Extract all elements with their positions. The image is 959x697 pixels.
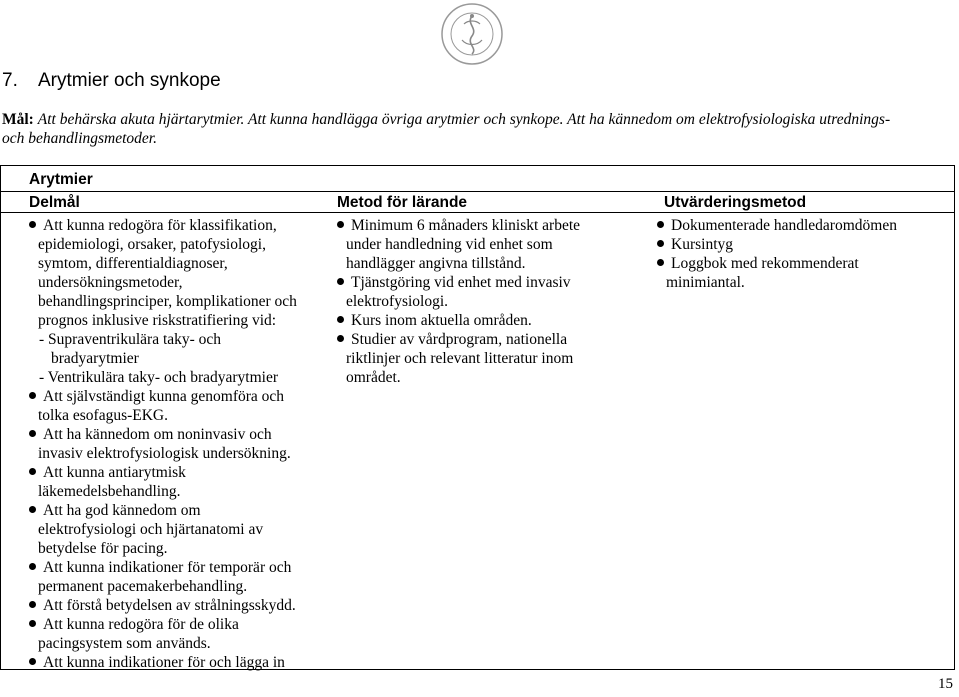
page-number: 15 — [938, 676, 953, 692]
method-line — [337, 273, 657, 292]
method-line-text: riktlinjer och relevant litteratur inom — [346, 350, 574, 367]
evaluation-line-text: Dokumenterade handledaromdömen — [671, 217, 897, 234]
evaluation-line-text: Kursintyg — [671, 236, 733, 253]
bullet-icon — [29, 430, 36, 437]
evaluation-line — [657, 273, 952, 292]
table-divider — [1, 191, 954, 192]
method-line-text: området. — [346, 369, 401, 386]
goal-line — [29, 425, 329, 444]
goal-line — [29, 387, 329, 406]
goal-line-text: betydelse för pacing. — [38, 540, 168, 557]
header-evaluation: Utvärderingsmetod — [664, 194, 807, 211]
method-line — [337, 292, 657, 311]
section-heading — [2, 70, 221, 92]
header-method: Metod för lärande — [337, 194, 468, 211]
curriculum-table — [0, 165, 955, 670]
bullet-icon — [337, 221, 344, 228]
goal-line-text: pacingsystem som används. — [38, 635, 211, 652]
goal-line-text: - Ventrikulära taky- och bradyarytmier — [39, 369, 279, 386]
goal-line — [29, 349, 329, 368]
goal-line — [29, 653, 329, 672]
goal-line — [29, 615, 329, 634]
method-line — [337, 349, 657, 368]
bullet-icon — [29, 620, 36, 627]
goal-line-text: Att kunna antiarytmisk — [43, 464, 186, 481]
section-title: Arytmier och synkope — [38, 70, 221, 91]
goal-text: Att behärska akuta hjärtarytmier. Att kunna handlägga övriga arytmier och synkope. Att ha kännedom om elektrofysiologiska utrednings- och behandlingsmetoder. — [2, 111, 891, 147]
goal-line-text: tolka esofagus-EKG. — [38, 407, 168, 424]
society-seal-logo — [440, 2, 504, 66]
bullet-icon — [657, 240, 664, 247]
goal-line — [29, 558, 329, 577]
bullet-icon — [29, 221, 36, 228]
bullet-icon — [337, 278, 344, 285]
bullet-icon — [29, 601, 36, 608]
goal-line-text: Att ha god kännedom om — [43, 502, 201, 519]
method-line-text: elektrofysiologi. — [346, 293, 449, 310]
goal-line — [29, 292, 329, 311]
method-line-text: under handledning vid enhet som — [346, 236, 553, 253]
goal-line-text: permanent pacemakerbehandling. — [38, 578, 248, 595]
goal-line-text: epidemiologi, orsaker, patofysiologi, — [38, 236, 266, 253]
goal-line-text: invasiv elektrofysiologisk undersökning. — [38, 445, 291, 462]
evaluation-line — [657, 235, 952, 254]
goal-line — [29, 254, 329, 273]
method-line — [337, 254, 657, 273]
goal-line-text: läkemedelsbehandling. — [38, 483, 181, 500]
goal-line — [29, 634, 329, 653]
goal-line-text: prognos inklusive riskstratifiering vid: — [38, 312, 277, 329]
goal-line-text: Att kunna redogöra för klassifikation, — [43, 217, 277, 234]
method-line-text: Studier av vårdprogram, nationella — [351, 331, 568, 348]
goal-line — [29, 235, 329, 254]
header-goals: Delmål — [29, 194, 80, 211]
bullet-icon — [29, 658, 36, 665]
header-divider — [1, 212, 954, 213]
goal-paragraph — [2, 110, 902, 148]
method-line-text: Tjänstgöring vid enhet med invasiv — [351, 274, 571, 291]
goal-line — [29, 577, 329, 596]
bullet-icon — [29, 468, 36, 475]
method-line-text: handlägger angivna tillstånd. — [346, 255, 526, 272]
evaluation-line-text: minimiantal. — [666, 274, 745, 291]
goal-line-text: - Supraventrikulära taky- och — [39, 331, 222, 348]
goal-line — [29, 406, 329, 425]
section-number: 7. — [2, 70, 18, 91]
goal-line-text: Att förstå betydelsen av strålningsskydd. — [43, 597, 296, 614]
goal-line — [29, 501, 329, 520]
method-line — [337, 368, 657, 387]
goal-label: Mål: — [2, 111, 34, 128]
goal-line — [29, 539, 329, 558]
goal-line-text: Att ha kännedom om noninvasiv och — [43, 426, 272, 443]
goal-line-text: bradyarytmier — [51, 350, 139, 367]
evaluation-column — [657, 216, 952, 292]
goal-line-text: undersökningsmetoder, — [38, 274, 183, 291]
bullet-icon — [29, 392, 36, 399]
goal-line — [29, 463, 329, 482]
bullet-icon — [657, 221, 664, 228]
goal-line-text: symtom, differentialdiagnoser, — [38, 255, 228, 272]
method-line — [337, 216, 657, 235]
goal-line — [29, 596, 329, 615]
bullet-icon — [657, 259, 664, 266]
goals-column — [29, 216, 329, 672]
goal-line-text: Att kunna redogöra för de olika — [43, 616, 239, 633]
method-line-text: Minimum 6 månaders kliniskt arbete — [351, 217, 581, 234]
bullet-icon — [337, 316, 344, 323]
goal-line — [29, 444, 329, 463]
goal-line — [29, 482, 329, 501]
methods-column — [337, 216, 657, 387]
evaluation-line-text: Loggbok med rekommenderat — [671, 255, 859, 272]
goal-line — [29, 273, 329, 292]
table-section-title: Arytmier — [29, 171, 93, 188]
method-line — [337, 235, 657, 254]
goal-line-text: behandlingsprinciper, komplikationer och — [38, 293, 297, 310]
evaluation-line — [657, 216, 952, 235]
goal-line-text: Att självständigt kunna genomföra och — [43, 388, 285, 405]
goal-line — [29, 368, 329, 387]
goal-line-text: elektrofysiologi och hjärtanatomi av — [38, 521, 264, 538]
method-line-text: Kurs inom aktuella områden. — [351, 312, 532, 329]
bullet-icon — [337, 335, 344, 342]
goal-line — [29, 520, 329, 539]
goal-line-text: Att kunna indikationer för temporär och — [43, 559, 292, 576]
goal-line — [29, 216, 329, 235]
method-line — [337, 311, 657, 330]
bullet-icon — [29, 506, 36, 513]
goal-line — [29, 330, 329, 349]
goal-line-text: Att kunna indikationer för och lägga in — [43, 654, 285, 671]
method-line — [337, 330, 657, 349]
goal-line — [29, 311, 329, 330]
bullet-icon — [29, 563, 36, 570]
evaluation-line — [657, 254, 952, 273]
